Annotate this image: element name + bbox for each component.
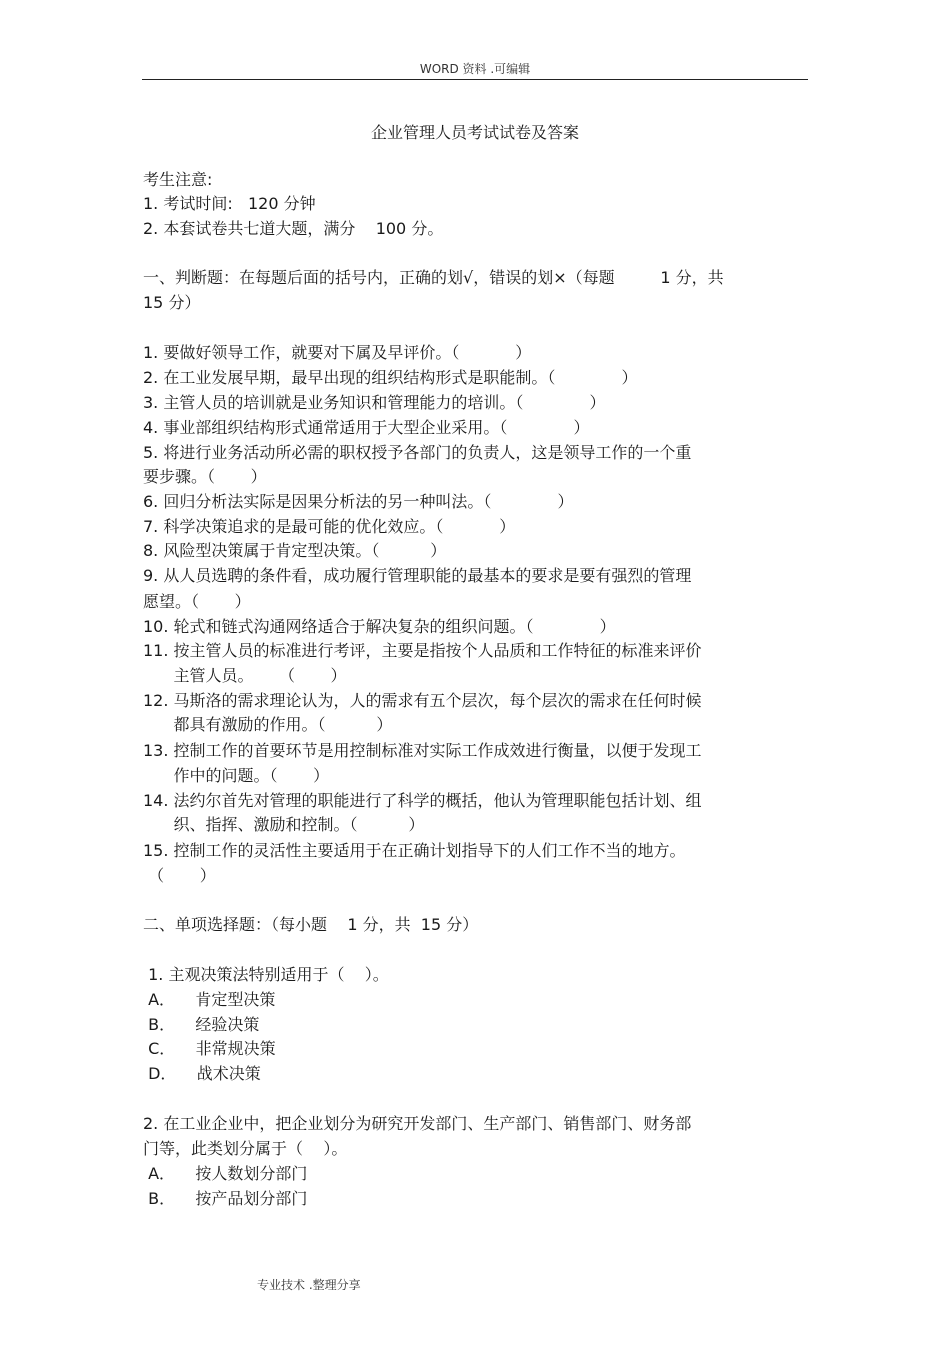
question-line: 要步骤。（ ） [143,467,267,486]
question-line: 都具有激励的作用。（ ） [143,715,393,734]
question-line: 12. 马斯洛的需求理论认为，人的需求有五个层次，每个层次的需求在任何时候 [143,691,702,710]
question-line: 8. 风险型决策属于肯定型决策。（ ） [143,541,447,560]
question-line: 5. 将进行业务活动所必需的职权授予各部门的负责人，这是领导工作的一个重 [143,443,692,462]
section1-heading-cont: 15 分） [143,293,201,312]
question-line: 2. 在工业发展早期，最早出现的组织结构形式是职能制。（ ） [143,368,638,387]
choice-option: D． 战术决策 [143,1064,261,1083]
notice-item: 1. 考试时间: 120 分钟 [143,194,316,213]
choice-option: B． 按产品划分部门 [143,1189,308,1208]
choice-option: C． 非常规决策 [143,1039,276,1058]
header-divider [142,79,808,80]
question-line: 11. 按主管人员的标准进行考评，主要是指按个人品质和工作特征的标准来评价 [143,641,702,660]
question-line: 作中的问题。（ ） [143,766,330,785]
choice-option: A． 按人数划分部门 [143,1164,308,1183]
question-line: 9. 从人员选聘的条件看，成功履行管理职能的最基本的要求是要有强烈的管理 [143,566,692,585]
question-line: 13. 控制工作的首要环节是用控制标准对实际工作成效进行衡量，以便于发现工 [143,741,702,760]
question-line: 4. 事业部组织结构形式通常适用于大型企业采用。（ ） [143,418,590,437]
question-line: 织、指挥、激励和控制。（ ） [143,815,425,834]
question-line: 主管人员。 （ ） [143,666,347,685]
choice-option: B． 经验决策 [143,1015,260,1034]
question-line: 3. 主管人员的培训就是业务知识和管理能力的培训。（ ） [143,393,606,412]
page-footer: 专业技术 .整理分享 [257,1278,361,1292]
question-stem-cont: 门等，此类划分属于（ ）。 [143,1139,348,1158]
section1-heading: 一、判断题：在每题后面的括号内，正确的划√，错误的划×（每题 1 分，共 [143,268,724,287]
question-line: 6. 回归分析法实际是因果分析法的另一种叫法。（ ） [143,492,574,511]
question-line: 愿望。（ ） [143,592,251,611]
question-line: 7. 科学决策追求的是最可能的优化效应。（ ） [143,517,516,536]
choice-option: A． 肯定型决策 [143,990,276,1009]
section2-heading: 二、单项选择题：（每小题 1 分，共 15 分） [143,915,479,934]
question-stem: 1. 主观决策法特别适用于（ ）。 [143,965,389,984]
question-line: （ ） [143,866,216,885]
question-stem: 2. 在工业企业中，把企业划分为研究开发部门、生产部门、销售部门、财务部 [143,1114,692,1133]
notice-item: 2. 本套试卷共七道大题，满分 100 分。 [143,219,444,238]
question-line: 10. 轮式和链式沟通网络适合于解决复杂的组织问题。（ ） [143,617,616,636]
notice-heading: 考生注意: [143,170,213,189]
document-title: 企业管理人员考试试卷及答案 [370,123,579,142]
question-line: 14. 法约尔首先对管理的职能进行了科学的概括，他认为管理职能包括计划、组 [143,791,702,810]
question-line: 1. 要做好领导工作，就要对下属及早评价。（ ） [143,343,532,362]
question-line: 15. 控制工作的灵活性主要适用于在正确计划指导下的人们工作不当的地方。 [143,841,686,860]
page-header: WORD 资料 .可编辑 [419,62,531,76]
